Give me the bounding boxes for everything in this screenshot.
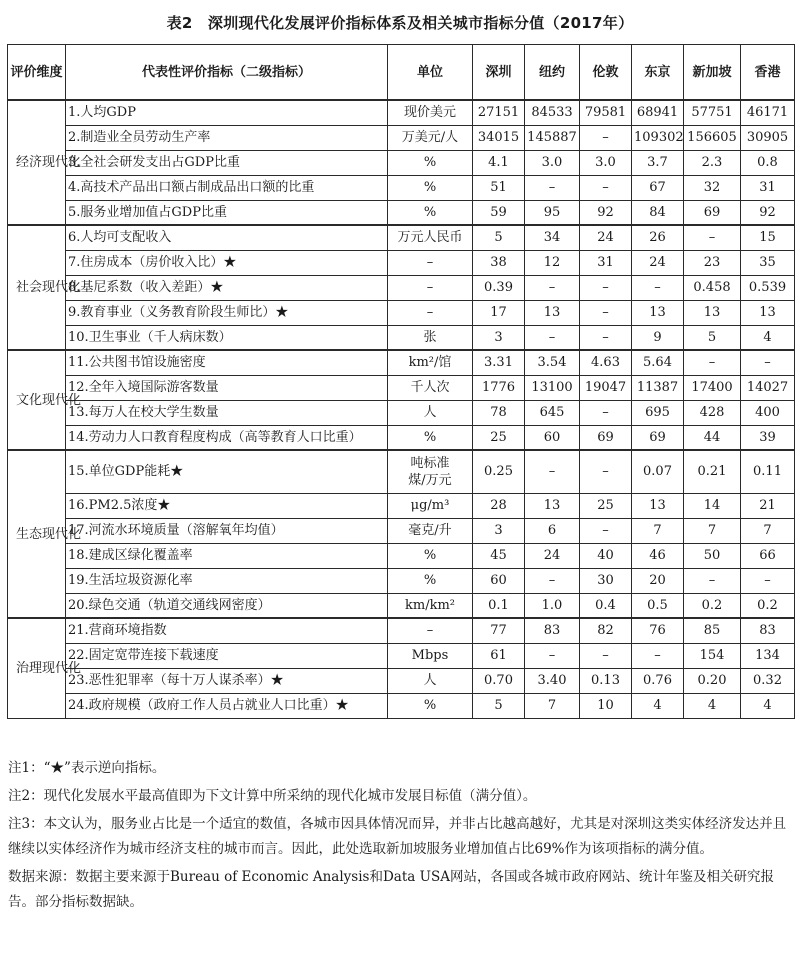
table-row (8, 425, 795, 450)
value-cell: – (580, 275, 632, 300)
table-row (8, 125, 795, 150)
value-cell: 7 (741, 518, 795, 543)
value-cell: 0.539 (741, 275, 795, 300)
value-cell: 21 (741, 493, 795, 518)
indicator-cell: 5.服务业增加值占GDP比重 (66, 200, 388, 225)
value-cell: 400 (741, 400, 795, 425)
value-cell: 51 (473, 175, 525, 200)
value-cell: 3.7 (632, 150, 684, 175)
indicator-cell: 11.公共图书馆设施密度 (66, 350, 388, 375)
value-cell: 35 (741, 250, 795, 275)
value-cell: 156605 (684, 125, 741, 150)
value-cell: 0.76 (632, 668, 684, 693)
value-cell: 13 (741, 300, 795, 325)
value-cell: 60 (525, 425, 580, 450)
unit-cell: % (388, 693, 473, 718)
value-cell: 84533 (525, 100, 580, 125)
value-cell: 0.5 (632, 593, 684, 618)
table-row (8, 518, 795, 543)
header-row (8, 45, 795, 101)
table-body (8, 100, 795, 718)
header-shenzhen: 深圳 (473, 45, 525, 101)
value-cell: 30 (580, 568, 632, 593)
value-cell: 0.2 (741, 593, 795, 618)
value-cell: 5 (473, 225, 525, 250)
value-cell: – (580, 400, 632, 425)
value-cell: 7 (632, 518, 684, 543)
unit-cell: – (388, 275, 473, 300)
table-row (8, 375, 795, 400)
value-cell: – (525, 325, 580, 350)
value-cell: 19047 (580, 375, 632, 400)
value-cell: 14027 (741, 375, 795, 400)
header-hongkong: 香港 (741, 45, 795, 101)
value-cell: 79581 (580, 100, 632, 125)
value-cell: 1.0 (525, 593, 580, 618)
dimension-cell: 生态现代化 (8, 450, 66, 618)
unit-cell: 张 (388, 325, 473, 350)
value-cell: 77 (473, 618, 525, 643)
value-cell: 46171 (741, 100, 795, 125)
value-cell: 3 (473, 518, 525, 543)
value-cell: – (684, 568, 741, 593)
unit-cell: 人 (388, 400, 473, 425)
header-unit: 单位 (388, 45, 473, 101)
value-cell: 145887 (525, 125, 580, 150)
value-cell: 59 (473, 200, 525, 225)
value-cell: – (580, 450, 632, 493)
table-row (8, 100, 795, 125)
header-newyork: 纽约 (525, 45, 580, 101)
indicator-cell: 9.教育事业（义务教育阶段生师比）★ (66, 300, 388, 325)
indicator-cell: 12.全年入境国际游客数量 (66, 375, 388, 400)
value-cell: 5 (473, 693, 525, 718)
table-row (8, 668, 795, 693)
unit-cell: km/km² (388, 593, 473, 618)
unit-cell: 吨标准煤/万元 (388, 450, 473, 493)
table-row (8, 225, 795, 250)
value-cell: 92 (580, 200, 632, 225)
value-cell: 84 (632, 200, 684, 225)
value-cell: 4 (741, 693, 795, 718)
indicator-cell: 16.PM2.5浓度★ (66, 493, 388, 518)
value-cell: 34015 (473, 125, 525, 150)
value-cell: 69 (580, 425, 632, 450)
indicator-cell: 17.河流水环境质量（溶解氧年均值） (66, 518, 388, 543)
value-cell: – (525, 568, 580, 593)
unit-cell: μg/m³ (388, 493, 473, 518)
value-cell: 57751 (684, 100, 741, 125)
value-cell: – (741, 568, 795, 593)
value-cell: 0.07 (632, 450, 684, 493)
value-cell: 0.32 (741, 668, 795, 693)
value-cell: 7 (525, 693, 580, 718)
unit-cell: % (388, 425, 473, 450)
dimension-cell: 经济现代化 (8, 100, 66, 225)
dimension-cell: 治理现代化 (8, 618, 66, 718)
value-cell: 4.1 (473, 150, 525, 175)
value-cell: – (525, 643, 580, 668)
unit-cell: km²/馆 (388, 350, 473, 375)
indicator-cell: 7.住房成本（房价收入比）★ (66, 250, 388, 275)
value-cell: 60 (473, 568, 525, 593)
indicator-cell: 14.劳动力人口教育程度构成（高等教育人口比重） (66, 425, 388, 450)
table-row (8, 493, 795, 518)
value-cell: 109302 (632, 125, 684, 150)
value-cell: 13 (525, 493, 580, 518)
value-cell: – (580, 518, 632, 543)
table-row (8, 150, 795, 175)
value-cell: 15 (741, 225, 795, 250)
value-cell: 10 (580, 693, 632, 718)
value-cell: 32 (684, 175, 741, 200)
value-cell: – (632, 643, 684, 668)
value-cell: 20 (632, 568, 684, 593)
indicator-cell: 21.营商环境指数 (66, 618, 388, 643)
value-cell: 3.0 (580, 150, 632, 175)
value-cell: 3.54 (525, 350, 580, 375)
value-cell: 13 (632, 493, 684, 518)
value-cell: 61 (473, 643, 525, 668)
value-cell: 50 (684, 543, 741, 568)
unit-cell: – (388, 250, 473, 275)
table-row (8, 175, 795, 200)
value-cell: 26 (632, 225, 684, 250)
table-row (8, 350, 795, 375)
value-cell: 83 (741, 618, 795, 643)
value-cell: 1776 (473, 375, 525, 400)
indicator-cell: 24.政府规模（政府工作人员占就业人口比重）★ (66, 693, 388, 718)
value-cell: 24 (525, 543, 580, 568)
unit-cell: 现价美元 (388, 100, 473, 125)
header-tokyo: 东京 (632, 45, 684, 101)
value-cell: 695 (632, 400, 684, 425)
value-cell: – (580, 325, 632, 350)
value-cell: 4 (684, 693, 741, 718)
value-cell: 17 (473, 300, 525, 325)
value-cell: 31 (580, 250, 632, 275)
data-source-note: 数据来源：数据主要来源于Bureau of Economic Analysis和Data USA网站，各国或各城市政府网站、统计年鉴及相关研究报告。部分指标数据缺。 (8, 869, 774, 910)
value-cell: 28 (473, 493, 525, 518)
value-cell: 0.1 (473, 593, 525, 618)
value-cell: 2.3 (684, 150, 741, 175)
indicator-cell: 22.固定宽带连接下载速度 (66, 643, 388, 668)
unit-cell: 万美元/人 (388, 125, 473, 150)
value-cell: 69 (632, 425, 684, 450)
value-cell: 23 (684, 250, 741, 275)
value-cell: 95 (525, 200, 580, 225)
value-cell: 3 (473, 325, 525, 350)
value-cell: 3.0 (525, 150, 580, 175)
table-row (8, 300, 795, 325)
indicator-cell: 3.全社会研发支出占GDP比重 (66, 150, 388, 175)
unit-cell: % (388, 175, 473, 200)
value-cell: 39 (741, 425, 795, 450)
value-cell: 0.8 (741, 150, 795, 175)
value-cell: 3.40 (525, 668, 580, 693)
value-cell: 9 (632, 325, 684, 350)
indicator-cell: 20.绿色交通（轨道交通线网密度） (66, 593, 388, 618)
value-cell: 78 (473, 400, 525, 425)
dimension-cell: 社会现代化 (8, 225, 66, 350)
table-row (8, 450, 795, 493)
value-cell: 0.13 (580, 668, 632, 693)
unit-cell: – (388, 618, 473, 643)
value-cell: 6 (525, 518, 580, 543)
indicator-cell: 13.每万人在校大学生数量 (66, 400, 388, 425)
value-cell: 67 (632, 175, 684, 200)
value-cell: 134 (741, 643, 795, 668)
notes-section (8, 756, 794, 915)
header-london: 伦敦 (580, 45, 632, 101)
value-cell: 69 (684, 200, 741, 225)
value-cell: 92 (741, 200, 795, 225)
indicator-cell: 8.基尼系数（收入差距）★ (66, 275, 388, 300)
value-cell: 4 (632, 693, 684, 718)
note-2: 注2：现代化发展水平最高值即为下文计算中所采纳的现代化城市发展目标值（满分值）。 (8, 788, 537, 804)
value-cell: 34 (525, 225, 580, 250)
unit-cell: Mbps (388, 643, 473, 668)
value-cell: – (525, 450, 580, 493)
indicator-cell: 15.单位GDP能耗★ (66, 450, 388, 493)
table-row (8, 593, 795, 618)
table-row (8, 643, 795, 668)
note-1: 注1：“★”表示逆向指标。 (8, 760, 166, 776)
table-row (8, 618, 795, 643)
table-row (8, 693, 795, 718)
value-cell: 154 (684, 643, 741, 668)
unit-cell: % (388, 200, 473, 225)
value-cell: 25 (580, 493, 632, 518)
table-row (8, 275, 795, 300)
value-cell: – (525, 175, 580, 200)
value-cell: 0.11 (741, 450, 795, 493)
value-cell: – (684, 225, 741, 250)
value-cell: – (632, 275, 684, 300)
value-cell: 0.20 (684, 668, 741, 693)
value-cell: 7 (684, 518, 741, 543)
value-cell: 14 (684, 493, 741, 518)
indicator-cell: 18.建成区绿化覆盖率 (66, 543, 388, 568)
value-cell: 0.21 (684, 450, 741, 493)
indicator-cell: 4.高技术产品出口额占制成品出口额的比重 (66, 175, 388, 200)
value-cell: – (684, 350, 741, 375)
value-cell: – (741, 350, 795, 375)
value-cell: 4.63 (580, 350, 632, 375)
value-cell: 66 (741, 543, 795, 568)
value-cell: – (580, 300, 632, 325)
value-cell: 0.458 (684, 275, 741, 300)
value-cell: 0.70 (473, 668, 525, 693)
value-cell: 24 (580, 225, 632, 250)
header-indicator: 代表性评价指标（二级指标） (66, 45, 388, 101)
value-cell: 5 (684, 325, 741, 350)
value-cell: 27151 (473, 100, 525, 125)
table-row (8, 400, 795, 425)
unit-cell: 万元人民币 (388, 225, 473, 250)
value-cell: 46 (632, 543, 684, 568)
table-row (8, 325, 795, 350)
table-row (8, 568, 795, 593)
value-cell: 5.64 (632, 350, 684, 375)
indicator-cell: 6.人均可支配收入 (66, 225, 388, 250)
value-cell: 0.2 (684, 593, 741, 618)
header-singapore: 新加坡 (684, 45, 741, 101)
value-cell: 83 (525, 618, 580, 643)
value-cell: 645 (525, 400, 580, 425)
value-cell: 428 (684, 400, 741, 425)
value-cell: 68941 (632, 100, 684, 125)
value-cell: – (525, 275, 580, 300)
value-cell: 0.25 (473, 450, 525, 493)
indicator-cell: 1.人均GDP (66, 100, 388, 125)
value-cell: 3.31 (473, 350, 525, 375)
note-3: 注3：本文认为，服务业占比是一个适宜的数值，各城市因具体情况而异，并非占比越高越好，尤其是对深圳这类实体经济发达并且继续以实体经济作为城市经济支柱的城市而言。因此，此处选取新加坡服务业增加值占比69%作为该项指标的满分值。 (8, 816, 787, 857)
indicator-cell: 10.卫生事业（千人病床数） (66, 325, 388, 350)
value-cell: 44 (684, 425, 741, 450)
value-cell: 13 (525, 300, 580, 325)
value-cell: 76 (632, 618, 684, 643)
table-title: 表2 深圳现代化发展评价指标体系及相关城市指标分值（2017年） (166, 14, 634, 32)
unit-cell: % (388, 568, 473, 593)
value-cell: 45 (473, 543, 525, 568)
value-cell: 12 (525, 250, 580, 275)
indicator-cell: 2.制造业全员劳动生产率 (66, 125, 388, 150)
value-cell: 40 (580, 543, 632, 568)
header-dimension: 评价维度 (8, 45, 66, 101)
value-cell: 24 (632, 250, 684, 275)
dimension-cell: 文化现代化 (8, 350, 66, 450)
table-row (8, 200, 795, 225)
unit-cell: 人 (388, 668, 473, 693)
value-cell: – (580, 175, 632, 200)
value-cell: 13 (684, 300, 741, 325)
value-cell: 38 (473, 250, 525, 275)
indicator-cell: 19.生活垃圾资源化率 (66, 568, 388, 593)
unit-cell: % (388, 543, 473, 568)
unit-cell: % (388, 150, 473, 175)
value-cell: 0.4 (580, 593, 632, 618)
indicator-cell: 23.恶性犯罪率（每十万人谋杀率）★ (66, 668, 388, 693)
indicator-table (7, 44, 795, 719)
value-cell: 17400 (684, 375, 741, 400)
value-cell: 25 (473, 425, 525, 450)
value-cell: 30905 (741, 125, 795, 150)
unit-cell: 千人次 (388, 375, 473, 400)
table-row (8, 250, 795, 275)
value-cell: 82 (580, 618, 632, 643)
value-cell: 13 (632, 300, 684, 325)
value-cell: 85 (684, 618, 741, 643)
value-cell: 11387 (632, 375, 684, 400)
table-row (8, 543, 795, 568)
value-cell: 0.39 (473, 275, 525, 300)
value-cell: – (580, 643, 632, 668)
value-cell: 4 (741, 325, 795, 350)
unit-cell: – (388, 300, 473, 325)
value-cell: 13100 (525, 375, 580, 400)
value-cell: 31 (741, 175, 795, 200)
unit-cell: 毫克/升 (388, 518, 473, 543)
value-cell: – (580, 125, 632, 150)
